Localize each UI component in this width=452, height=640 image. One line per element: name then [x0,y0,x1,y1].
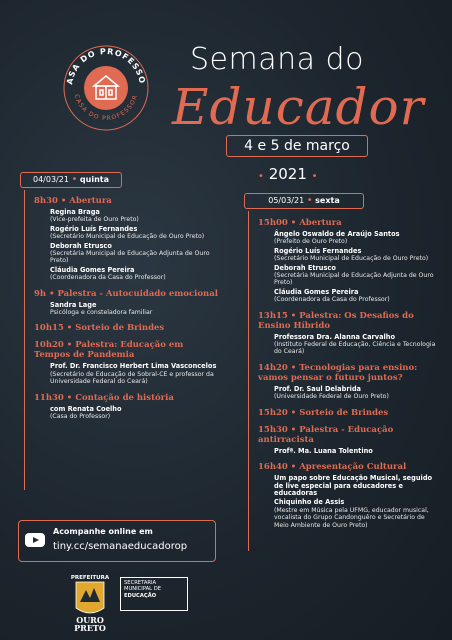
title-semana: Semana do [190,42,364,77]
title-educador: Educador [172,78,425,136]
event-dates: 4 e 5 de março [226,135,368,157]
svg-text:CASA DO PROFESSOR: CASA DO PROFESSOR [72,93,140,123]
day2-event-tecnologias: 14h20 • Tecnologias para ensino: vamos pensar o futuro juntos? Prof. Dr. Saul Delabrida (Universidade Federal de Ouro Preto) [258,362,418,401]
day1-event-sorteio: 10h15 • Sorteio de Brindes [34,323,165,334]
day1-timeline [24,190,25,490]
day2-event-cultural: 16h40 • Apresentação Cultural Um papo sobre Educação Musical, seguido de live especial para educadores e educadoras Chiquinho de Assis (Mestre em Música pela UFMG, educador musical, vocalista do Grupo Candonguêro e Secretário de Meio Ambiente de Ouro Preto) [258,462,433,529]
secretaria-educacao-logo: SECRETARIA MUNICIPAL DE EDUCAÇÃO [120,577,188,611]
svg-text:PRETO: PRETO [74,623,106,632]
day2-event-sorteio: 15h20 • Sorteio de Brindes [258,407,389,418]
prefeitura-ouro-preto-logo [70,572,110,632]
day1-event-autocuidado: 9h • Palestra - Autocuidado emocional Sandra Lage Psicóloga e consteladora familiar [34,288,218,317]
online-label: Acompanhe online em [53,527,153,536]
day1-event-contacao: 11h30 • Contação de história com Renata Coelho (Casa do Professor) [34,392,174,421]
svg-text:CASA DO PROFESSOR: ASA DO PROFESSO [65,46,147,86]
casa-do-professor-logo [58,40,154,136]
svg-text:OURO: OURO [76,615,104,625]
day2-event-abertura: 15h00 • Abertura Ângelo Oswaldo de Araújo Santos (Prefeito de Ouro Preto) Rogério Luís Fernandes (Secretário Municipal de Educação de Ouro Preto) Deborah Etrusco (Secretária Municipal de Educação Adjunta de Ouro Preto) Cláudia Gomes Pereira (Coordenadora da Casa do Professor) [258,218,434,304]
youtube-icon [25,533,45,547]
online-url[interactable]: tiny.cc/semanaeducadorop [53,541,188,552]
watch-online-box[interactable] [18,520,216,562]
day1-label: 04/03/21 • quinta [20,172,122,188]
day2-schedule [258,218,438,536]
day2-timeline [248,211,249,551]
day1-schedule [34,196,220,428]
day2-label: 05/03/21 • sexta [244,193,364,209]
day1-event-pandemia: 10h20 • Palestra: Educação em Tempos de Pandemia Prof. Dr. Francisco Herbert Lima Vasconcelos (Secretário de Educação de Sobral-CE e professor da Universidade Federal do Ceará) [34,340,217,386]
event-year: • 2021 • [258,165,318,183]
day2-event-antirracista: 15h30 • Palestra - Educação antirracista Profª. Ma. Luana Tolentino [258,424,394,455]
day1-event-abertura: 8h30 • Abertura Regina Braga (Vice-prefeita de Ouro Preto) Rogério Luís Fernandes (Secretário Municipal de Educação de Ouro Preto) Deborah Etrusco (Secretária Municipal de Educação Adjunta de Ouro Preto) Cláudia Gomes Pereira (Coordenadora da Casa do Professor) [34,196,210,282]
day2-event-hibrido: 13h15 • Palestra: Os Desafios do Ensino Híbrido Professora Dra. Alanna Carvalho (Instituto Federal de Educação, Ciência e Tecnologia do Ceará) [258,310,436,356]
svg-text:PREFEITURA: PREFEITURA [70,575,110,581]
